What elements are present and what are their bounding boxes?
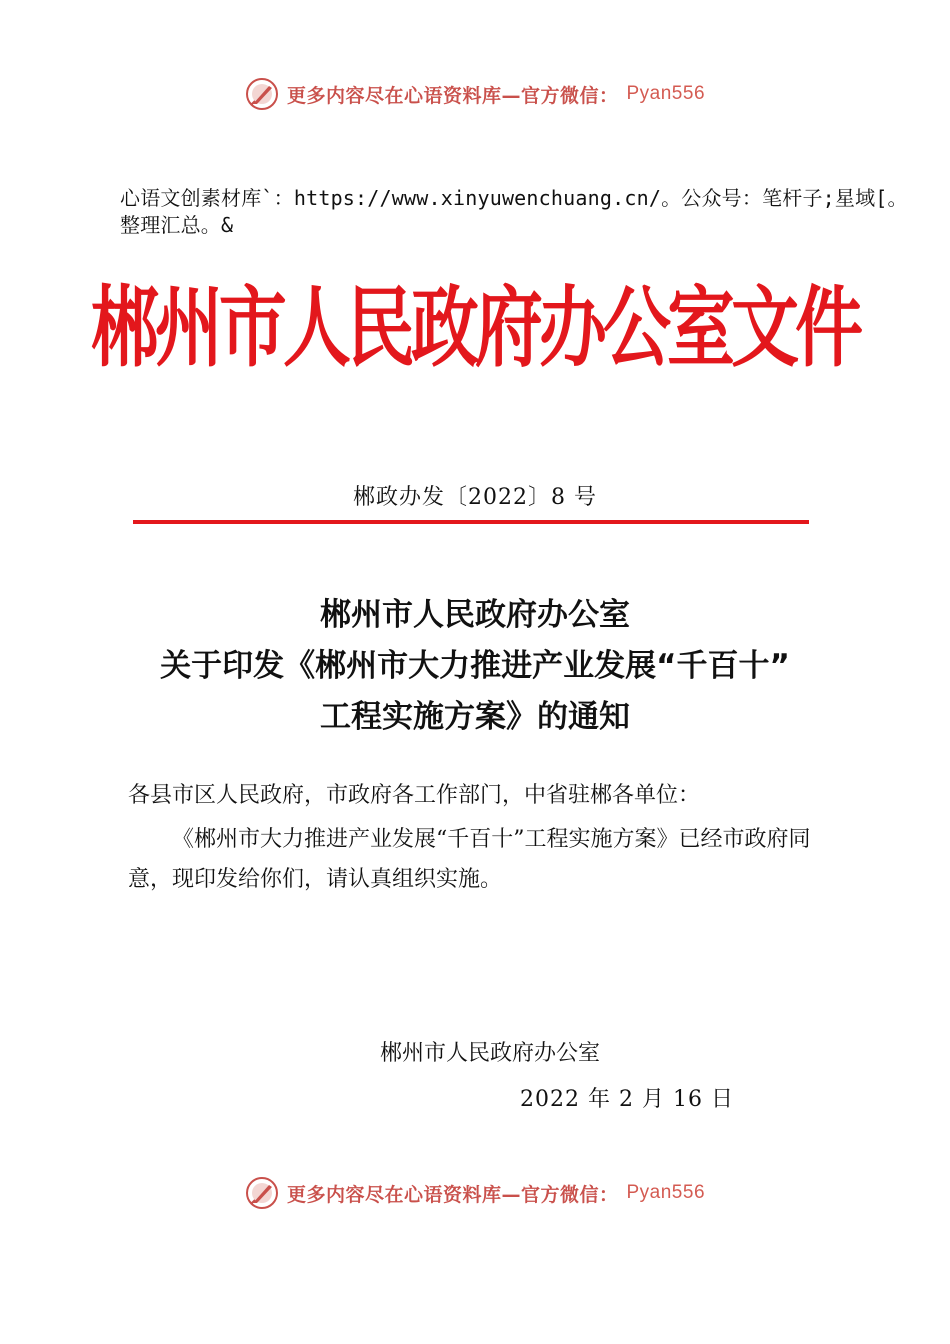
title-line-2: 关于印发《郴州市大力推进产业发展“千百十” bbox=[160, 648, 790, 684]
recipients-line: 各县市区人民政府，市政府各工作部门，中省驻郴各单位： bbox=[128, 783, 701, 808]
quill-logo-icon bbox=[245, 1176, 279, 1210]
issue-date: 2022 年 2 月 16 日 bbox=[520, 1087, 734, 1112]
title-line-1: 郴州市人民政府办公室 bbox=[320, 597, 630, 633]
banner-text: 更多内容尽在心语资料库—官方微信： bbox=[286, 1183, 619, 1206]
title-line-3: 工程实施方案》的通知 bbox=[320, 699, 630, 735]
banner-wechat-id: Pyan556 bbox=[626, 83, 706, 104]
source-note: 心语文创素材库`：https://www.xinyuwenchuang.cn/。公众号：笔杆子;星域[。整理汇总。& bbox=[120, 186, 908, 237]
document-number: 郴政办发〔2022〕8 号 bbox=[353, 485, 597, 510]
red-divider-line bbox=[133, 520, 809, 524]
body-paragraph: 《郴州市大力推进产业发展“千百十”工程实施方案》已经市政府同意，现印发给你们，请认真组织实施。 bbox=[128, 827, 811, 892]
banner-wechat-id: Pyan556 bbox=[626, 1182, 706, 1203]
quill-logo-icon bbox=[245, 77, 279, 111]
banner-text: 更多内容尽在心语资料库—官方微信： bbox=[286, 84, 619, 107]
document-masthead: 郴州市人民政府办公室文件 bbox=[90, 276, 860, 380]
issuer-signature: 郴州市人民政府办公室 bbox=[380, 1041, 601, 1066]
document-title bbox=[0, 590, 950, 743]
bottom-watermark-banner bbox=[0, 1169, 950, 1217]
top-watermark-banner bbox=[0, 70, 950, 118]
